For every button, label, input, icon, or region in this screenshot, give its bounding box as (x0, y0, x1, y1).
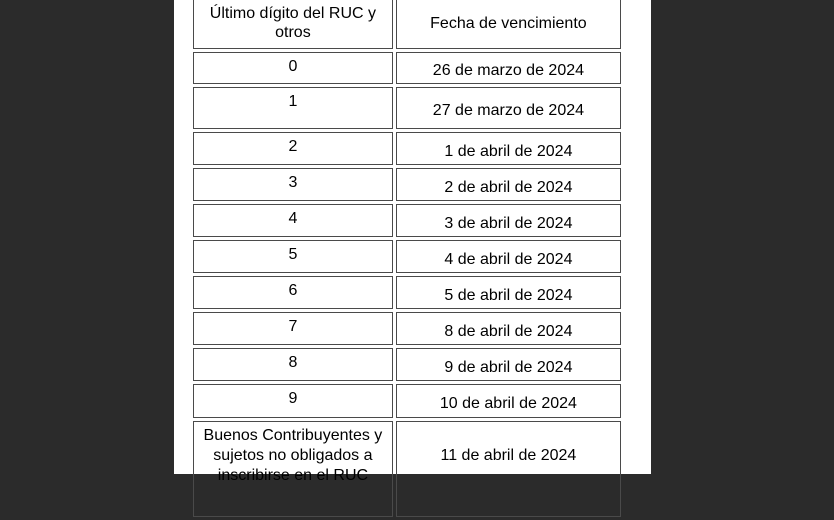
row-digit: 6 (193, 276, 393, 309)
table-row (193, 240, 621, 273)
row-digit: 1 (193, 87, 393, 129)
table-row (193, 87, 621, 129)
row-date: 10 de abril de 2024 (396, 384, 621, 418)
table-row (193, 312, 621, 345)
header-due-date: Fecha de vencimiento (396, 0, 621, 49)
row-digit: 7 (193, 312, 393, 345)
row-digit: 8 (193, 348, 393, 381)
row-date: 9 de abril de 2024 (396, 348, 621, 381)
table-row (193, 132, 621, 165)
due-date-table (190, 0, 624, 520)
row-digit: Buenos Contribuyentes y sujetos no obligados a inscribirse en el RUC (193, 421, 393, 517)
row-date: 5 de abril de 2024 (396, 276, 621, 309)
row-date: 11 de abril de 2024 (396, 421, 621, 517)
row-digit: 3 (193, 168, 393, 201)
document-page (174, 0, 651, 484)
table-row (193, 384, 621, 418)
table-row (193, 421, 621, 517)
row-digit: 9 (193, 384, 393, 418)
header-last-digit: Último dígito del RUC y otros (193, 0, 393, 49)
table-row (193, 52, 621, 84)
row-digit: 4 (193, 204, 393, 237)
row-date: 3 de abril de 2024 (396, 204, 621, 237)
table-row (193, 204, 621, 237)
row-date: 27 de marzo de 2024 (396, 87, 621, 129)
table-row (193, 348, 621, 381)
table-header-row (193, 0, 621, 49)
row-date: 4 de abril de 2024 (396, 240, 621, 273)
row-date: 8 de abril de 2024 (396, 312, 621, 345)
row-digit: 0 (193, 52, 393, 84)
row-date: 2 de abril de 2024 (396, 168, 621, 201)
row-digit: 5 (193, 240, 393, 273)
table-row (193, 276, 621, 309)
row-date: 1 de abril de 2024 (396, 132, 621, 165)
table-row (193, 168, 621, 201)
row-date: 26 de marzo de 2024 (396, 52, 621, 84)
row-digit: 2 (193, 132, 393, 165)
